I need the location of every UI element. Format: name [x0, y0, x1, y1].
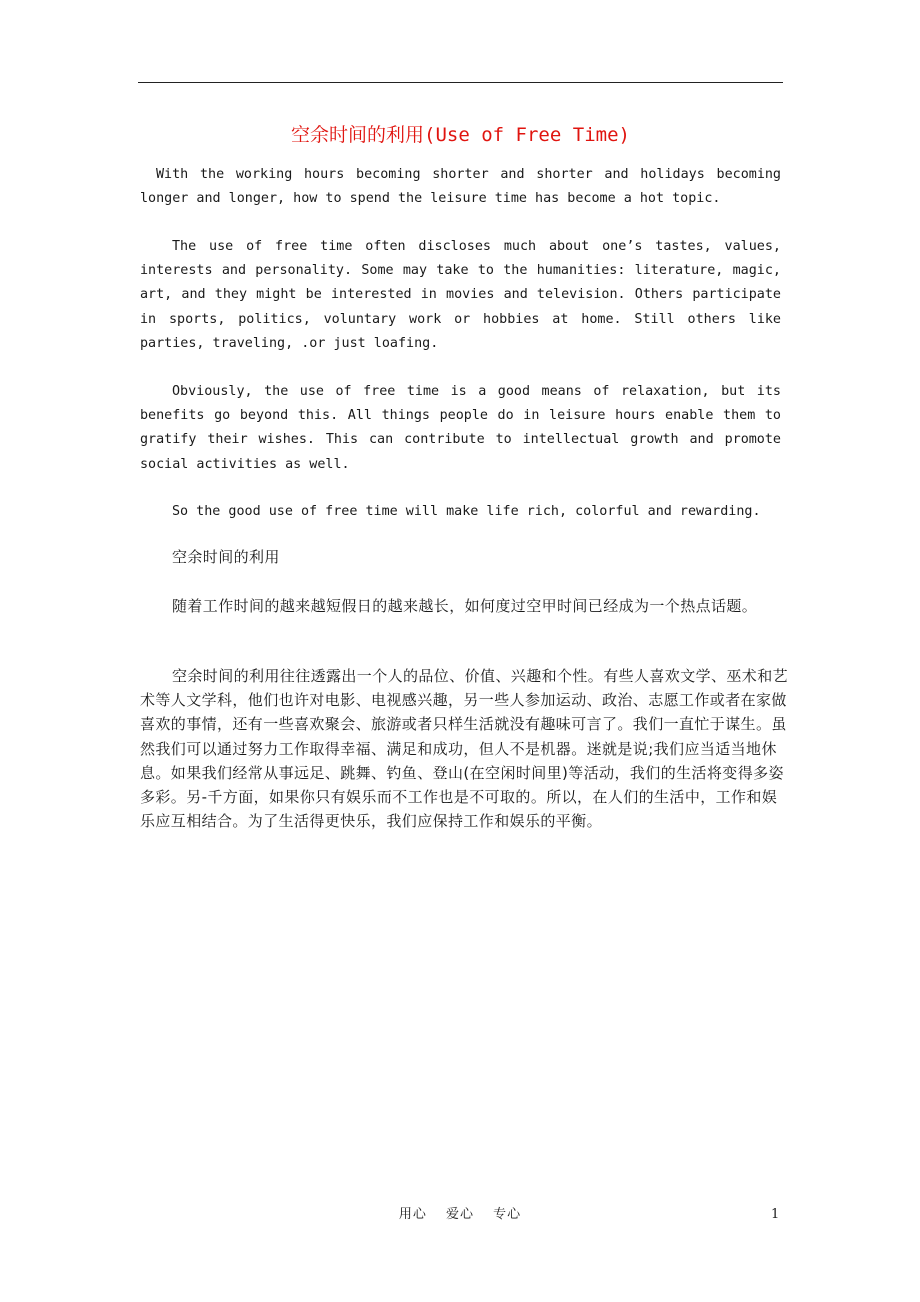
footer-motto: 用心 爱心 专心: [398, 1207, 522, 1222]
chinese-paragraph-2: 空余时间的利用往往透露出一个人的品位、价值、兴趣和个性。有些人喜欢文学、巫术和艺术等人文学科，他们也许对电影、电视感兴趣，另一些人参加运动、政治、志愿工作或者在家做喜欢的事情，还有一些喜欢聚会、旅游或者只样生活就没有趣味可言了。我们一直忙于谋生。虽然我们可以通过努力工作取得幸福、满足和成功，但人不是机器。迷就是说;我们应当适当地休息。如果我们经常从事远足、跳舞、钓鱼、登山(在空闲时间里)等活动，我们的生活将变得多姿多彩。另-千方面，如果你只有娱乐而不工作也是不可取的。所以，在人们的生活中，工作和娱乐应互相结合。为了生活得更快乐，我们应保持工作和娱乐的平衡。: [140, 667, 789, 831]
header-rule: [138, 82, 783, 83]
english-paragraph-3: Obviously, the use of free time is a good means of relaxation, but its benefits go beyond this. All things people do in leisure hours enable them to gratify their wishes. This can contribute to intellectual growth and promote social activities as well.: [140, 384, 781, 472]
page-number: 1: [771, 1207, 780, 1222]
chinese-heading: 空余时间的利用: [172, 548, 280, 566]
english-paragraph-2: The use of free time often discloses much about one’s tastes, values, interests and personality. Some may take to the humanities: literature, magic, art, and they might be interested in movies and television. Others participate in sports, politics, voluntary work or hobbies at home. Still others like parties, traveling, .or just loafing.: [140, 239, 781, 351]
english-paragraph-1: With the working hours becoming shorter and shorter and holidays becoming longer and longer, how to spend the leisure time has become a hot topic.: [140, 167, 781, 207]
document-title: 空余时间的利用(Use of Free Time): [291, 124, 630, 146]
english-paragraph-4: So the good use of free time will make life rich, colorful and rewarding.: [172, 504, 761, 519]
chinese-paragraph-1: 随着工作时间的越来越短假日的越来越长，如何度过空甲时间已经成为一个热点话题。: [172, 597, 758, 615]
